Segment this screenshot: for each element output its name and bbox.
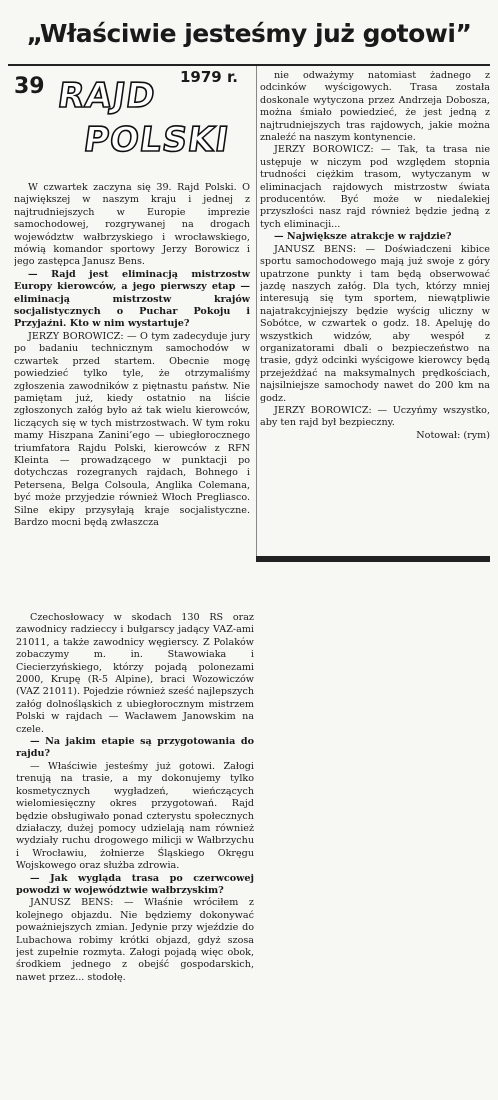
article-paragraph: JERZY BOROWICZ: — O tym zadecyduje jury po badaniu technicznym samochodów w czwartek przed startem. Obecnie mogę powiedzieć tylko tyle, że otrzymaliśmy zgłoszenia zawodników z piętnastu państw. Nie pamiętam już, kiedy ostatnio na liście zgłoszonych załóg było aż tak wielu kierowców, liczących się w tych mistrzostwach. W tym roku mamy Hiszpana Zanini’ego — ubiegłorocznego triumfatora Rajdu Polski, kierowców z RFN Kleinta — prowadzącego w punktacji po dotychczas rozegranych rajdach, Bohnego i Petersena, Belga Colsoula, Anglika Colemana, być może przyjedzie również Włoch Pregliasco. Silne ekipy przysyłają kraje socjalistyczne. Bardzo mocni będą zwłaszcza — [14, 330, 250, 528]
interview-question: — Rajd jest eliminacją mistrzostw Europy kierowców, a jego pierwszy etap — eliminacją mistrzostw krajów socjalistycznych o Puchar Pokoju i Przyjaźni. Kto w nim wystartuje? — [14, 268, 250, 330]
article-paragraph: W czwartek zaczyna się 39. Rajd Polski. O największej w naszym kraju i jednej z najtrudniejszych w Europie imprezie samochodowej, rozgrywanej na drogach województw wałbrzyskiego i wrocławskiego, mówią komandor sportowy Jerzy Borowicz i jego zastępca Janusz Bens. — [14, 182, 250, 268]
logo-word-polski: POLSKI — [81, 120, 232, 160]
article-paragraph: nie odważymy natomiast żadnego z odcinków wyścigowych. Trasa została doskonale wytyczona przez Andrzeja Dobosza, można śmiało powiedzieć, że jest jedną z najtrudniejszych tras rajdowych, jakie można znaleźć na naszym kontynencie. — [260, 70, 490, 144]
logo-number: 39 — [14, 74, 45, 99]
headline-rule — [8, 64, 490, 66]
end-rule — [256, 556, 490, 562]
article-paragraph: Czechosłowacy w skodach 130 RS oraz zawodnicy radzieccy i bułgarscy jadący VAZ-ami 21011, a także zawodnicy węgierscy. Z Polaków zobaczymy m. in. Stawowiaka i Ciecierzyńskiego, którzy pojadą polonezami 2000, Krupę (R-5 Alpine), braci Wozowiczów (VAZ 21011). Pojedzie również sześć najlepszych załóg dolnośląskich z ubiegłorocznym mistrzem Polski w rajdach — Wacławem Janowskim na czele. — [16, 612, 254, 735]
article-column-lower — [16, 612, 254, 1098]
headline: „Właściwie jesteśmy już gotowi” — [26, 19, 472, 48]
article-paragraph: — Właściwie jesteśmy już gotowi. Załogi trenują na trasie, a my dokonujemy tylko kosmetycznych wygładzeń, wieńczących wielomiesięczny okres przygotowań. Rajd będzie obsługiwało ponad czterystu społecznych działaczy, dużej pomocy udzielają nam również wydziały ruchu drogowego milicji w Wałbrzychu i Wrocławiu, żołnierze Śląskiego Okręgu Wojskowego oraz służba zdrowia. — [16, 760, 254, 872]
article-paragraph: JANUSZ BENS: — Doświadczeni kibice sportu samochodowego mają już swoje z góry upatrzone punkty i tam będą obserwować jazdę naszych załóg. Dla tych, którzy mniej interesują się tym sportem, niewątpliwie najatrakcyjniejszy będzie wyścig uliczny w Sobótce, w czwartek o godz. 18. Apeluję do wszystkich widzów, aby wespół z organizatorami dbali o bezpieczeństwo na trasie, gdyż odcinki wyścigowe kierowcy będą przejeżdżać na maksymalnych prędkościach, najsilniejsze samochody nawet do 200 km na godz. — [260, 243, 490, 404]
interview-question: — Jak wygląda trasa po czerwcowej powodzi w województwie wałbrzyskim? — [16, 872, 254, 896]
author-signature: Notował: (rym) — [416, 429, 490, 441]
article-paragraph: JERZY BOROWICZ: — Tak, ta trasa nie ustępuje w niczym pod względem stopnia trudności ciężkim trasom, wytyczanym w eliminacjach rajdowych mistrzostw świata producentów. Być może w niedalekiej przyszłości nasz rajd również będzie jedną z tych eliminacji... — [260, 144, 490, 230]
rajd-polski-logo — [14, 70, 246, 178]
interview-question: — Na jakim etapie są przygotowania do rajdu? — [16, 736, 254, 760]
article-column-right — [260, 70, 490, 550]
article-paragraph: JERZY BOROWICZ: — Uczyńmy wszystko, aby ten rajd był bezpieczny. — [260, 404, 490, 429]
column-divider — [256, 66, 257, 556]
logo-word-rajd: RAJD — [55, 76, 159, 116]
interview-question: — Największe atrakcje w rajdzie? — [274, 231, 452, 243]
article-paragraph: JANUSZ BENS: — Właśnie wróciłem z kolejnego objazdu. Nie będziemy dokonywać poważniejszych zmian. Jedynie przy wjeździe do Lubachowa robimy krótki objazd, gdyż szosa jest zupełnie rozmyta. Załogi pojadą więc obok, środkiem jednego z obejść gospodarskich, nawet przez... stodołę. — [16, 897, 254, 983]
article-column-left — [14, 182, 250, 608]
logo-year: 1979 r. — [180, 68, 238, 86]
